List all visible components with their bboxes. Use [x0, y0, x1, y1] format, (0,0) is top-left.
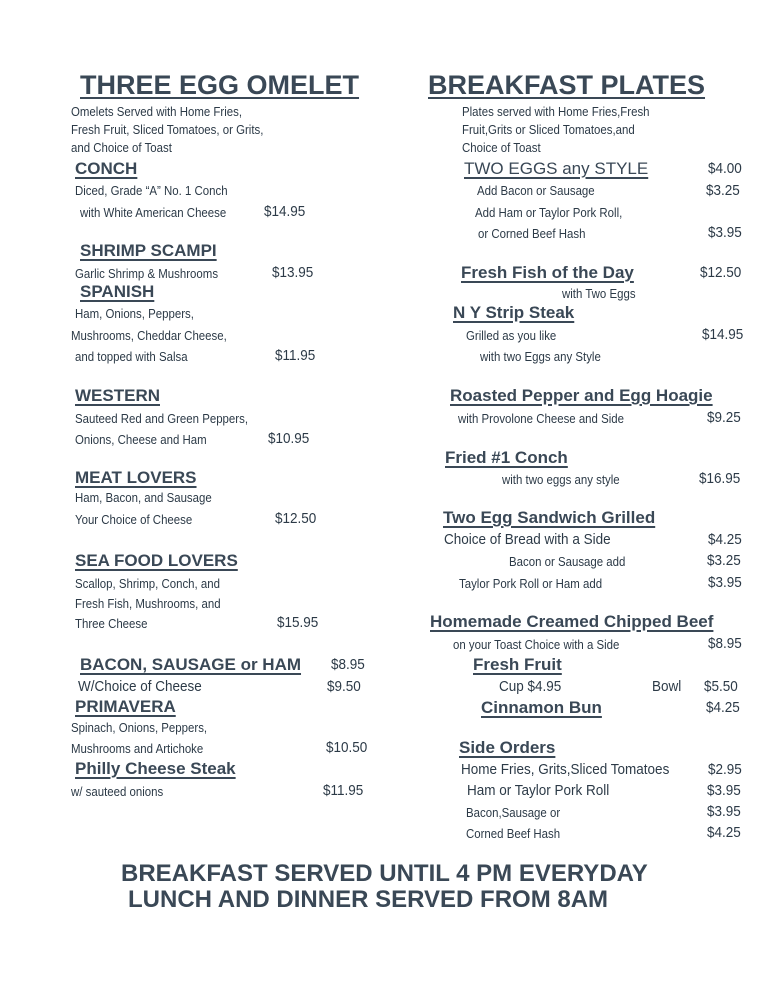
plates-intro-line: Choice of Toast: [462, 140, 541, 155]
item-name-cinnamon-bun: Cinnamon Bun: [481, 698, 602, 717]
item-price: $3.95: [707, 803, 741, 820]
item-name-fresh-fish: Fresh Fish of the Day: [461, 263, 634, 282]
item-price: $14.95: [264, 203, 306, 220]
item-desc: with White American Cheese: [80, 205, 227, 220]
side-order-item: Bacon,Sausage or: [466, 805, 561, 820]
side-order-item: Ham or Taylor Pork Roll: [467, 782, 610, 799]
item-price: $3.95: [708, 224, 742, 241]
item-price: $9.50: [327, 678, 361, 695]
item-name-conch: CONCH: [75, 159, 138, 178]
item-price: $3.25: [706, 182, 740, 199]
item-desc: with two Eggs any Style: [480, 349, 601, 364]
plates-section-title: BREAKFAST PLATES: [428, 70, 706, 100]
side-order-item: Home Fries, Grits,Sliced Tomatoes: [461, 761, 670, 778]
item-price: $3.25: [707, 552, 741, 569]
item-desc: with Two Eggs: [562, 286, 636, 301]
item-desc: w/ sauteed onions: [71, 784, 164, 799]
item-name-spanish: SPANISH: [80, 282, 155, 301]
item-desc: Ham, Onions, Peppers,: [75, 306, 194, 321]
item-price: $12.50: [700, 264, 742, 281]
footer-breakfast-hours: BREAKFAST SERVED UNTIL 4 PM EVERYDAY: [121, 860, 648, 887]
item-name-shrimp-scampi: SHRIMP SCAMPI: [80, 241, 217, 260]
item-price: $3.95: [707, 782, 741, 799]
item-price: $12.50: [275, 510, 317, 527]
item-desc: Onions, Cheese and Ham: [75, 432, 207, 447]
item-price: $11.95: [323, 782, 364, 799]
plates-intro-line: Plates served with Home Fries,Fresh: [462, 104, 650, 119]
item-price: $15.95: [277, 614, 319, 631]
item-desc: Grilled as you like: [466, 328, 557, 343]
item-price: $10.50: [326, 739, 368, 756]
item-desc: or Corned Beef Hash: [478, 226, 586, 241]
item-name-fresh-fruit: Fresh Fruit: [473, 655, 562, 674]
item-price: $4.25: [708, 531, 742, 548]
item-price: $4.25: [707, 824, 741, 841]
item-price: $10.95: [268, 430, 310, 447]
item-desc: Ham, Bacon, and Sausage: [75, 490, 212, 505]
item-price: $3.95: [708, 574, 742, 591]
item-price: $9.25: [707, 409, 741, 426]
item-desc: Spinach, Onions, Peppers,: [71, 720, 208, 735]
item-price: $16.95: [699, 470, 741, 487]
omelet-section-title: THREE EGG OMELET: [80, 70, 360, 100]
item-desc: Scallop, Shrimp, Conch, and: [75, 576, 220, 591]
item-name-two-egg-sandwich: Two Egg Sandwich Grilled: [443, 508, 656, 527]
item-desc: and topped with Salsa: [75, 349, 188, 364]
item-name-seafood-lovers: SEA FOOD LOVERS: [75, 551, 238, 570]
item-desc: Garlic Shrimp & Mushrooms: [75, 266, 219, 281]
item-desc: Bacon or Sausage add: [509, 554, 626, 569]
item-desc: Mushrooms, Cheddar Cheese,: [71, 328, 227, 343]
item-desc: Your Choice of Cheese: [75, 512, 193, 527]
item-name-primavera: PRIMAVERA: [75, 697, 176, 716]
item-price: $2.95: [708, 761, 742, 778]
item-desc: Choice of Bread with a Side: [444, 531, 611, 548]
item-price: $13.95: [272, 264, 314, 281]
item-price: $14.95: [702, 326, 744, 343]
omelet-intro-line: Fresh Fruit, Sliced Tomatoes, or Grits,: [71, 122, 264, 137]
item-price: $4.00: [708, 160, 742, 177]
item-desc: with two eggs any style: [502, 472, 620, 487]
footer-lunch-dinner-hours: LUNCH AND DINNER SERVED FROM 8AM: [128, 886, 609, 913]
item-desc: Diced, Grade “A” No. 1 Conch: [75, 183, 228, 198]
plates-intro-line: Fruit,Grits or Sliced Tomatoes,and: [462, 122, 635, 137]
item-desc: Mushrooms and Artichoke: [71, 741, 204, 756]
item-name-bacon-sausage-ham: BACON, SAUSAGE or HAM: [80, 655, 302, 674]
item-price: $11.95: [275, 347, 316, 364]
item-desc: Cup $4.95: [499, 678, 562, 695]
item-name-ny-strip-steak: N Y Strip Steak: [453, 303, 575, 322]
item-name-fried-conch: Fried #1 Conch: [445, 448, 568, 467]
item-name-western: WESTERN: [75, 386, 160, 405]
item-desc: Three Cheese: [75, 616, 148, 631]
item-desc: Bowl: [652, 678, 682, 695]
side-orders-title: Side Orders: [459, 738, 556, 757]
item-desc: Taylor Pork Roll or Ham add: [459, 576, 603, 591]
item-name-meat-lovers: MEAT LOVERS: [75, 468, 197, 487]
item-desc: on your Toast Choice with a Side: [453, 637, 620, 652]
item-name-two-eggs: TWO EGGS any STYLE: [464, 159, 649, 178]
item-desc: W/Choice of Cheese: [78, 678, 202, 695]
item-name-philly-cheese-steak: Philly Cheese Steak: [75, 759, 236, 778]
omelet-intro-line: Omelets Served with Home Fries,: [71, 104, 243, 119]
item-price: $8.95: [331, 656, 365, 673]
item-desc: Sauteed Red and Green Peppers,: [75, 411, 249, 426]
item-desc: Add Bacon or Sausage: [477, 183, 595, 198]
omelet-intro-line: and Choice of Toast: [71, 140, 172, 155]
item-name-creamed-chipped-beef: Homemade Creamed Chipped Beef: [430, 612, 714, 631]
item-price: $5.50: [704, 678, 738, 695]
item-price: $8.95: [708, 635, 742, 652]
item-desc: Add Ham or Taylor Pork Roll,: [475, 205, 623, 220]
item-desc: with Provolone Cheese and Side: [458, 411, 624, 426]
side-order-item: Corned Beef Hash: [466, 826, 561, 841]
item-price: $4.25: [706, 699, 740, 716]
item-desc: Fresh Fish, Mushrooms, and: [75, 596, 221, 611]
item-name-roasted-pepper-hoagie: Roasted Pepper and Egg Hoagie: [450, 386, 713, 405]
